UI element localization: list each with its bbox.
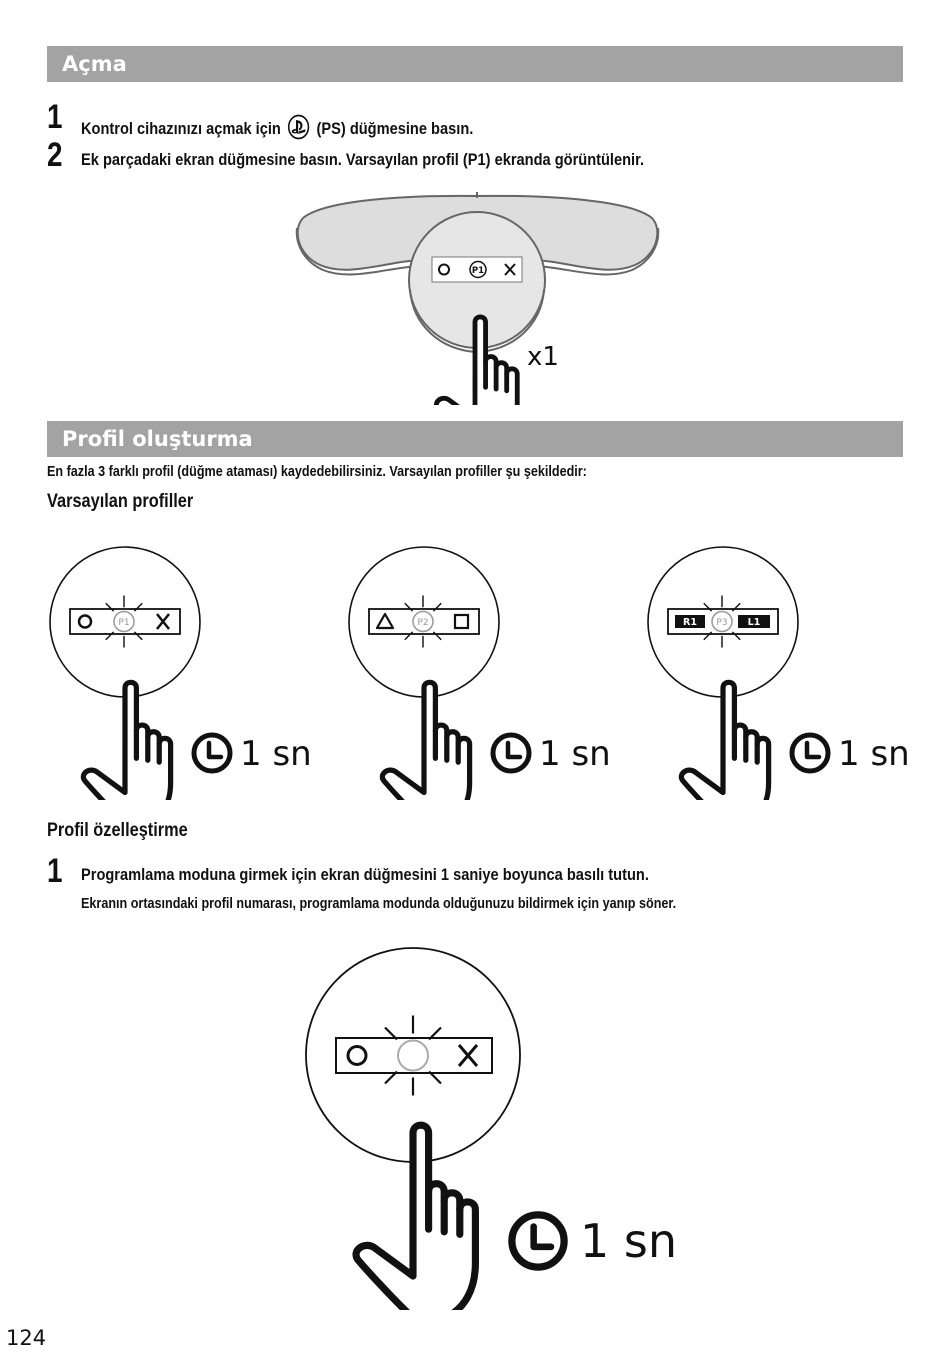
step-number: 2	[47, 136, 63, 174]
duration-label: 1 sn	[580, 1214, 678, 1268]
programming-mode-illustration	[290, 935, 690, 1310]
step-text-before: Kontrol cihazınızı açmak için	[81, 119, 281, 138]
attachment-illustration	[285, 190, 670, 405]
varsayilan-profiller-heading: Varsayılan profiller	[47, 491, 194, 512]
profile-label: P2	[417, 618, 429, 628]
profile-label: P3	[716, 618, 728, 628]
l1-label: L1	[747, 617, 761, 628]
duration-label: 1 sn	[539, 734, 611, 774]
section-bar-profil-olusturma: Profil oluşturma	[47, 421, 903, 457]
section-bar-acma: Açma	[47, 46, 903, 82]
hand-pointer-icon	[83, 682, 170, 800]
profile-indicator-blinking	[398, 1041, 428, 1071]
duration-label: 1 sn	[240, 734, 312, 774]
step-number: 1	[47, 852, 63, 890]
r1-label: R1	[683, 617, 697, 628]
profil-ozellestirme-heading: Profil özelleştirme	[47, 820, 188, 841]
profile-intro-text: En fazla 3 farklı profil (düğme ataması) kaydedebilirsiniz. Varsayılan profiller şu şekildedir:	[47, 463, 587, 480]
hand-pointer-icon	[681, 682, 768, 800]
clock-icon	[194, 735, 230, 771]
duration-label: 1 sn	[838, 734, 910, 774]
step-text-after: (PS) düğmesine basın.	[316, 119, 474, 138]
step-text: Programlama moduna girmek için ekran düğmesini 1 saniye boyunca basılı tutun.	[81, 865, 649, 884]
press-count: x1	[527, 342, 559, 372]
step-text: Ek parçadaki ekran düğmesine basın. Varsayılan profil (P1) ekranda görüntülenir.	[81, 150, 645, 169]
profile-p2-illustration	[339, 540, 619, 800]
clock-icon	[512, 1215, 564, 1267]
profile-p3-illustration	[638, 540, 918, 800]
clock-icon	[493, 735, 529, 771]
hand-pointer-icon	[382, 682, 469, 800]
ps-button-icon	[288, 114, 310, 145]
step-note: Ekranın ortasındaki profil numarası, programlama modunda olduğunuzu bildirmek için yanıp söner.	[81, 895, 677, 912]
step-text	[81, 114, 473, 145]
profile-p1-illustration	[40, 540, 320, 800]
clock-icon	[792, 735, 828, 771]
profile-label: P1	[118, 618, 130, 628]
profile-label: P1	[471, 266, 485, 276]
page-number: 124	[6, 1326, 47, 1350]
step-number: 1	[47, 98, 63, 136]
